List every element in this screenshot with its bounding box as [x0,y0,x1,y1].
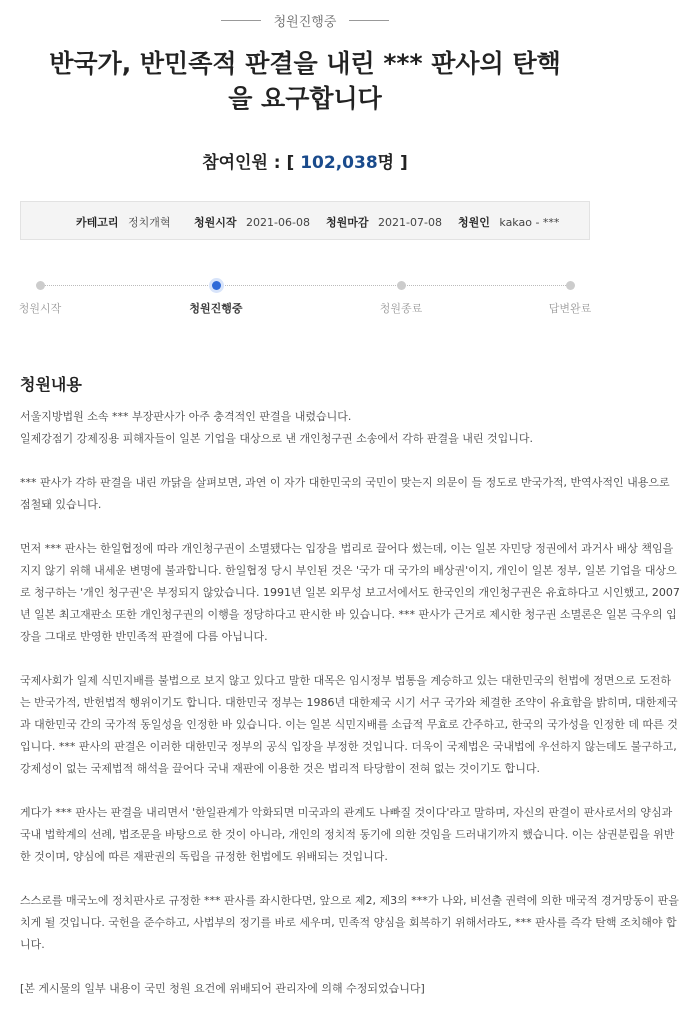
text-line: 강제성이 없는 국제법적 해석을 끌어다 국내 재판에 이용한 것은 법리적 타당함이 전혀 없는 것이기도 합니다. [20,762,540,775]
participant-count [0,148,610,173]
paragraph [20,802,675,868]
text-line: 장을 그대로 반영한 반민족적 판결에 다름 아닙니다. [20,630,268,643]
text-line: 서울지방법원 소속 *** 부장판사가 아주 충격적인 판결을 내렸습니다. [20,410,352,423]
step-dot [397,281,406,290]
step-in-progress: 청원진행중 [189,302,243,315]
text-line: 입니다. *** 판사의 판결은 이러한 대한민국 정부의 공식 입장을 부정한 것입니다. 더욱이 국제법은 국내법에 우선하지 않는데도 불구하고, [20,740,677,753]
divider [221,20,261,21]
start-value: 2021-06-08 [246,216,310,229]
text-line: 먼저 *** 판사는 한일협정에 따라 개인청구권이 소멸됐다는 입장을 법리로 끌어다 썼는데, 이는 일본 자민당 정권에서 과거사 배상 책임을 [20,542,674,555]
text-line: 점철돼 있습니다. [20,498,102,511]
text-line: 일제강점기 강제징용 피해자들이 일본 기업을 대상으로 낸 개인청구권 소송에서 각하 판결을 내린 것입니다. [20,432,533,445]
paragraph [20,472,670,516]
step-dot [566,281,575,290]
step-ended: 청원종료 [379,302,423,315]
step-dot [36,281,45,290]
text-line: [본 게시물의 일부 내용이 국민 청원 요건에 위배되어 관리자에 의해 수정되었습니다] [20,982,425,995]
step-answered: 답변완료 [548,302,592,315]
paragraph [20,406,592,450]
text-line: 국내 법학계의 선례, 법조문을 바탕으로 한 것이 아니라, 개인의 정치적 동기에 의한 것임을 드러내기까지 했습니다. 이는 삼권분립을 위반 [20,828,675,841]
author-value: kakao - *** [499,216,560,229]
info-author [458,214,559,230]
text-line: 니다. [20,938,45,951]
text-line: 스스로를 매국노에 정치판사로 규정한 *** 판사를 좌시한다면, 앞으로 제2, 제3의 ***가 나와, 비선출 권력에 의한 매국적 경거망동이 판을 [20,894,679,907]
info-start [194,214,310,230]
count-suffix: 명 ] [377,153,408,173]
category-value: 정치개혁 [128,216,171,229]
author-label: 청원인 [458,216,490,229]
start-label: 청원시작 [194,216,237,229]
text-line: *** 판사가 각하 판결을 내린 까닭을 살펴보면, 과연 이 자가 대한민국의 국민이 맞는지 의문이 들 정도로 반국가적, 반역사적인 내용으로 [20,476,670,489]
petition-progress [0,276,610,326]
petition-title [30,46,580,116]
text-line: 로 청구하는 '개인 청구권'은 부정되지 않았습니다. 1991년 일본 외무성 보고서에서도 한국인의 개인청구권은 유효하다고 시인했고, 2007 [20,586,680,599]
petition-info-box [20,201,590,240]
info-category [76,214,171,230]
text-line: 국제사회가 일제 식민지배를 불법으로 보지 않고 있다고 말한 대목은 임시정부 법통을 계승하고 있는 대한민국의 헌법에 정면으로 도전하 [20,674,671,687]
text-line: 지지 않기 위해 내세운 변명에 불과합니다. 한일협정 당시 부인된 것은 '국가 대 국가의 배상권'이지, 개인이 일본 정부, 일본 기업을 대상으 [20,564,677,577]
progress-track [40,285,570,286]
end-label: 청원마감 [326,216,369,229]
moderation-notice [20,978,592,1000]
text-line: 는 반국가적, 반헌법적 행위이기도 합니다. 대한민국 정부는 1986년 대한제국 시기 서구 국가와 체결한 조약이 유효함을 밝히며, 대한제국 [20,696,678,709]
count-label: 참여인원 : [ [202,153,295,173]
text-line: 한 것이며, 양심에 따른 재판권의 독립을 규정한 헌법에도 위배되는 것입니다. [20,850,388,863]
petition-status [0,10,610,30]
category-label: 카테고리 [76,216,119,229]
petition-content [20,406,680,1022]
count-number: 102,038 [300,153,378,173]
step-start: 청원시작 [18,302,62,315]
text-line: 게다가 *** 판사는 판결을 내리면서 '한일관계가 악화되면 미국과의 관계도 나빠질 것이다'라고 말하며, 자신의 판결이 판사로서의 양심과 [20,806,673,819]
paragraph [20,890,679,956]
paragraph [20,670,678,780]
status-label: 청원진행중 [273,15,337,30]
text-line: 년 일본 최고재판소 또한 개인청구권의 이행을 정당하다고 판시한 바 있습니다. *** 판사가 근거로 제시한 청구권 소멸론은 일본 극우의 입 [20,608,677,621]
title-line: 반국가, 반민족적 판결을 내린 *** 판사의 탄핵 [49,49,561,78]
divider [349,20,389,21]
title-line: 을 요구합니다 [228,84,382,113]
text-line: 과 대한민국 간의 국가적 동일성을 인정한 바 있습니다. 이는 일본 식민지배를 소급적 무효로 간주하고, 한국의 국가성을 인정한 데 따른 것 [20,718,678,731]
paragraph [20,538,680,648]
end-value: 2021-07-08 [378,216,442,229]
info-end [326,214,442,230]
step-dot-active [212,281,221,290]
section-title: 청원내용 [20,375,82,394]
text-line: 치게 될 것입니다. 국헌을 준수하고, 사법부의 정기를 바로 세우며, 민족적 양심을 회복하기 위해서라도, *** 판사를 즉각 탄핵 조치해야 합 [20,916,677,929]
